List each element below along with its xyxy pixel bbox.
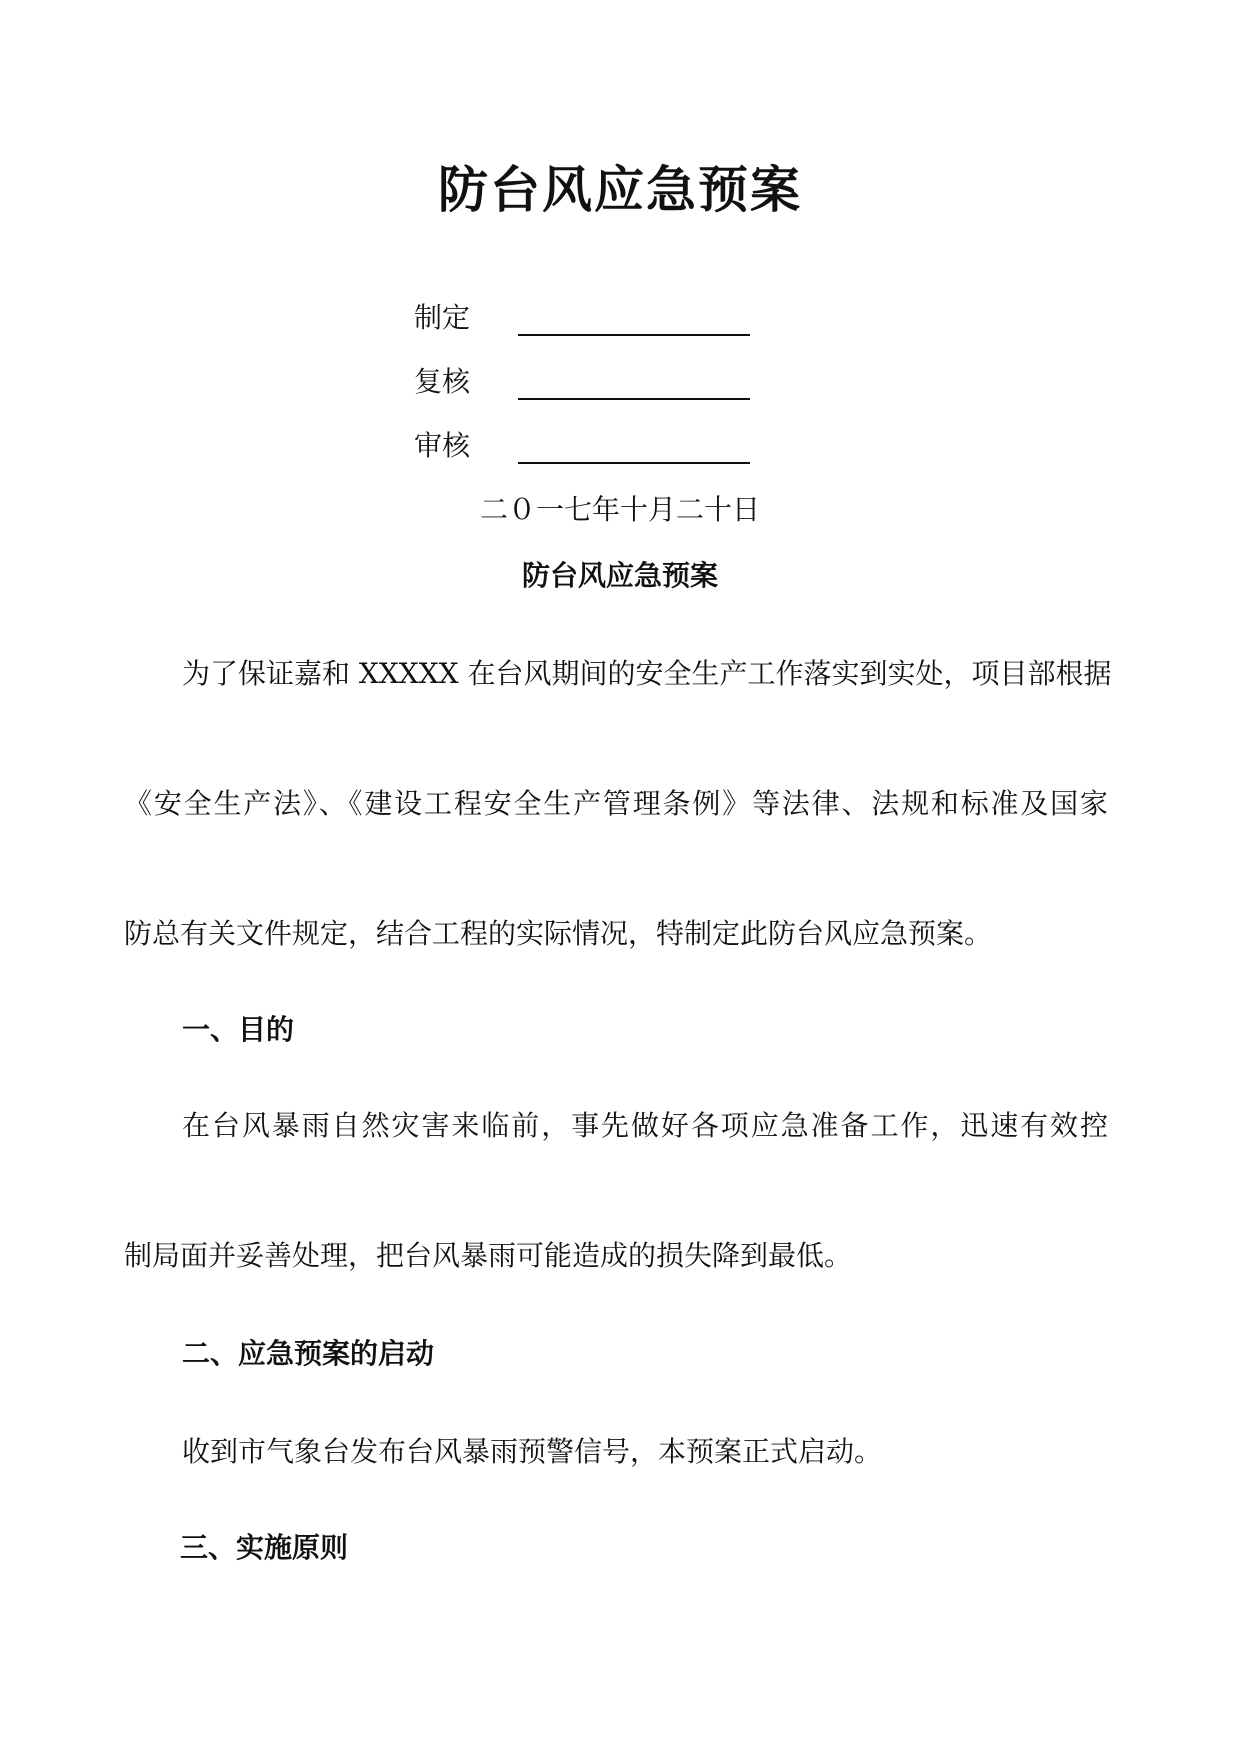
signature-row-review (414, 424, 754, 468)
signature-label: 复核 (414, 365, 471, 398)
intro-paragraph-line: 为了保证嘉和 XXXXX 在台风期间的安全生产工作落实到实处，项目部根据 (182, 657, 1112, 690)
section-heading: 一、目的 (182, 1013, 295, 1046)
intro-paragraph-line: 防总有关文件规定，结合工程的实际情况，特制定此防台风应急预案。 (124, 917, 993, 950)
section-paragraph-line: 制局面并妥善处理，把台风暴雨可能造成的损失降到最低。 (124, 1239, 853, 1272)
section-heading: 三、实施原则 (180, 1531, 349, 1564)
document-subtitle: 防台风应急预案 (521, 559, 718, 592)
signature-label: 制定 (414, 301, 471, 334)
document-date: 二０一七年十月二十日 (479, 493, 760, 526)
signature-blank-line (518, 462, 750, 464)
section-heading: 二、应急预案的启动 (182, 1337, 435, 1370)
signature-row-draft (414, 296, 754, 340)
signature-row-check (414, 360, 754, 404)
signature-blank-line (518, 398, 750, 400)
document-title: 防台风应急预案 (438, 160, 802, 219)
signature-blank-line (518, 334, 750, 336)
section-paragraph-line: 收到市气象台发布台风暴雨预警信号，本预案正式启动。 (182, 1435, 883, 1468)
section-paragraph-line: 在台风暴雨自然灾害来临前，事先做好各项应急准备工作，迅速有效控 (182, 1109, 1108, 1142)
intro-paragraph-line: 《安全生产法》、《建设工程安全生产管理条例》等法律、法规和标准及国家 (124, 787, 1108, 820)
signature-label: 审核 (414, 429, 471, 462)
